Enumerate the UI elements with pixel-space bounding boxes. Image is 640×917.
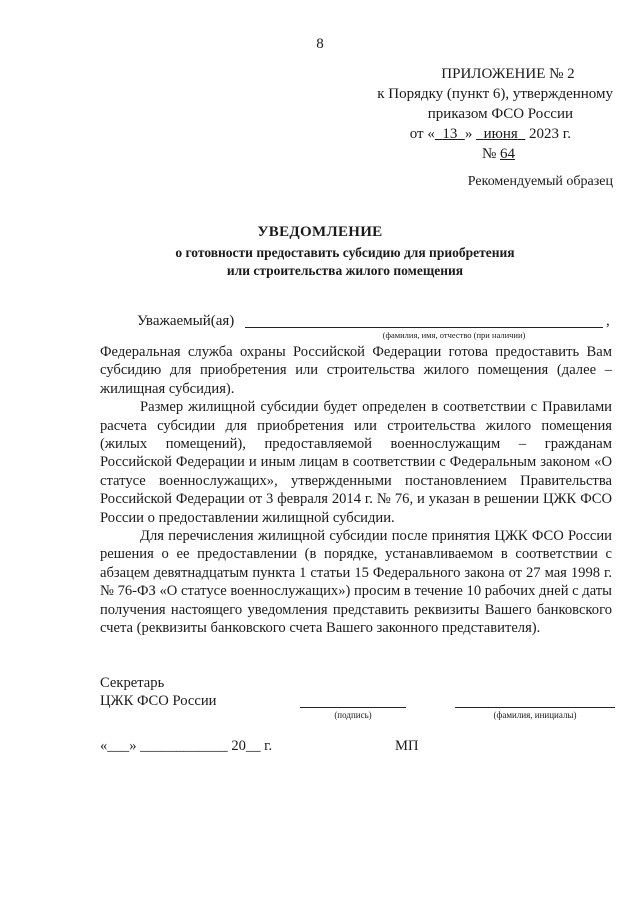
annex-month: июня — [483, 126, 518, 142]
signatory-block — [100, 674, 216, 711]
name-initials-line — [455, 707, 615, 708]
greeting-comma: , — [606, 313, 610, 329]
recipient-name-caption: (фамилия, имя, отчество (при наличии) — [382, 330, 526, 340]
date-field: «___» ____________ 20__ г. — [100, 738, 273, 754]
subtitle-line-1: о готовности предоставить субсидию для приобретения — [175, 245, 515, 260]
signature-line — [300, 707, 406, 708]
signature-caption: (подпись) — [334, 710, 372, 720]
annex-number — [343, 144, 613, 164]
recommended-sample-label: Рекомендуемый образец — [467, 174, 613, 189]
annex-year: 2023 г. — [529, 126, 571, 142]
paragraph-3: Для перечисления жилищной субсидии после принятия ЦЖК ФСО России решения о ее предоставлении (в порядке, устанавливаемом в соответствии с абзацем девятнадцатым пункта 1 статьи 15 Федерального закона от 27 мая 1998 г. № 76-ФЗ «О статусе военнослужащих») просим в течение 10 рабочих дней с даты получения настоящего уведомления представить реквизиты Вашего банковского счета (реквизиты банковского счета Вашего законного представителя). — [100, 528, 612, 637]
page-number: 8 — [316, 36, 324, 52]
document-body — [100, 343, 612, 638]
annex-header — [343, 64, 613, 164]
document-subtitle — [140, 244, 550, 280]
subtitle-line-2: или строительства жилого помещения — [226, 263, 464, 278]
annex-date-sep: » — [464, 126, 473, 142]
annex-order: приказом ФСО России — [427, 106, 573, 122]
greeting-label: Уважаемый(ая) — [137, 313, 235, 329]
stamp-place-label: МП — [395, 738, 419, 754]
paragraph-2: Размер жилищной субсидии будет определен в соответствии с Правилами расчета субсидии для приобретения или строительства жилого помещения (жилых помещений), предоставляемой военнослужащим – гражданам Российской Федерации и иным лицам в соответствии с Федеральным законом «О статусе военнослужащих», утвержденными постановлением Правительства Российской Федерации от 3 февраля 2014 г. № 76, и указан в решении ЦЖК ФСО России о предоставлении жилищной субсидии. — [100, 399, 612, 526]
annex-date — [343, 124, 613, 144]
annex-number-prefix: № — [481, 146, 497, 162]
signatory-organization: ЦЖК ФСО России — [100, 693, 217, 710]
document-title: УВЕДОМЛЕНИЕ — [257, 224, 383, 240]
signatory-position: Секретарь — [100, 675, 165, 691]
paragraph-1: Федеральная служба охраны Российской Федерации готова предоставить Вам субсидию для приобретения или строительства жилого помещения (далее – жилищная субсидия). — [100, 344, 612, 397]
annex-day: 13 — [442, 126, 458, 142]
name-initials-caption: (фамилия, инициалы) — [493, 710, 577, 720]
annex-title: ПРИЛОЖЕНИЕ № 2 — [441, 66, 575, 82]
annex-date-prefix: от « — [409, 126, 435, 142]
annex-number-value: 64 — [500, 146, 515, 162]
recipient-name-field — [245, 327, 603, 328]
annex-reference: к Порядку (пункт 6), утвержденному — [377, 86, 613, 102]
